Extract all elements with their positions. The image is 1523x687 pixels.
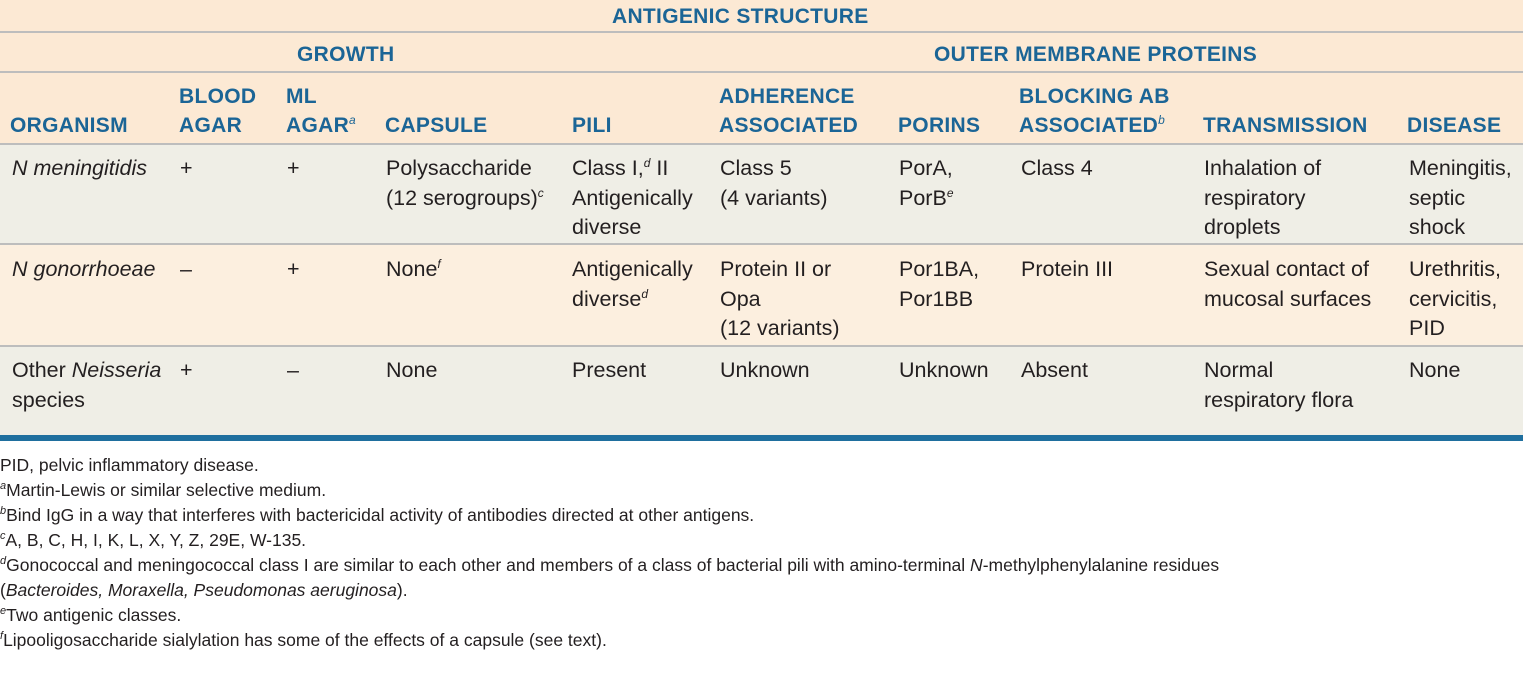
cell-adherence: Unknown xyxy=(720,358,810,382)
header-antigenic-structure: ANTIGENIC STRUCTURE xyxy=(612,5,869,28)
footnote-mark: b xyxy=(0,505,7,518)
cell-transmission xyxy=(1204,154,1321,243)
cell-organism: N meningitidis xyxy=(12,156,148,180)
footnote-ref-d: d xyxy=(643,155,651,170)
footnote-e xyxy=(0,603,1523,628)
footnote-text: A, B, C, H, I, K, L, X, Y, Z, 29E, W-135. xyxy=(5,530,307,550)
cell-adherence-line1: Class 5 xyxy=(720,156,792,180)
cell-transmission xyxy=(1204,255,1371,314)
footnote-ref-d: d xyxy=(641,286,648,301)
cell-organism xyxy=(12,356,161,415)
footnote-mark: d xyxy=(0,555,7,568)
footnote-text: Gonococcal and meningococcal class I are similar to each other and members of a class of bacterial pili with amino-terminal xyxy=(6,555,971,575)
footnote-ref-c: c xyxy=(537,185,544,200)
cell-ml-agar: + xyxy=(287,257,300,281)
cell-blocking-ab: Protein III xyxy=(1021,257,1114,281)
cell-adherence-line3: (12 variants) xyxy=(720,316,840,340)
footnote-ref-b: b xyxy=(1158,113,1166,127)
cell-adherence-line2: (4 variants) xyxy=(720,185,828,210)
col-header-blood-agar xyxy=(179,82,256,140)
cell-disease-line1: Meningitis, xyxy=(1409,156,1512,180)
cell-blocking-ab: Absent xyxy=(1021,358,1088,382)
footnote-ref-a: a xyxy=(349,113,357,127)
cell-capsule-text: None xyxy=(386,257,438,281)
cell-blood-agar: + xyxy=(180,358,193,382)
footnote-mark: f xyxy=(0,630,4,643)
cell-organism-line2: species xyxy=(12,387,85,412)
cell-adherence xyxy=(720,154,828,213)
cell-porins: Unknown xyxy=(899,358,989,382)
cell-adherence xyxy=(720,255,840,344)
cell-transmission-line1: Sexual contact of xyxy=(1204,257,1369,281)
footnote-ref-e: e xyxy=(946,185,954,200)
cell-porins xyxy=(899,255,979,314)
cell-porins-text: PorB xyxy=(899,185,947,210)
cell-pili-text-b: II xyxy=(650,156,669,180)
col-header-ml-agar-line2 xyxy=(286,111,356,140)
cell-capsule: None xyxy=(386,358,438,382)
cell-blood-agar: – xyxy=(180,257,192,281)
cell-porins-line2 xyxy=(899,184,954,214)
footnote-a xyxy=(0,478,1523,503)
cell-pili-text-a: Class I, xyxy=(572,156,644,180)
footnote-ref-f: f xyxy=(437,256,441,271)
cell-transmission xyxy=(1204,356,1353,415)
cell-capsule xyxy=(386,154,544,213)
col-header-capsule: CAPSULE xyxy=(385,114,488,137)
footnote-d xyxy=(0,553,1523,578)
cell-transmission-line2: respiratory xyxy=(1204,185,1306,210)
col-header-adherence-line2: ASSOCIATED xyxy=(719,114,859,137)
footnote-text-end: -methylphenylalanine residues xyxy=(982,555,1220,575)
cell-transmission-line1: Normal xyxy=(1204,358,1274,382)
cell-capsule-line1: Polysaccharide xyxy=(386,156,532,180)
cell-disease-line3: shock xyxy=(1409,215,1466,239)
cell-disease-line3: PID xyxy=(1409,316,1445,340)
cell-pili xyxy=(572,255,693,314)
cell-transmission-line3: droplets xyxy=(1204,215,1281,239)
col-header-blocking-text: ASSOCIATED xyxy=(1019,114,1159,137)
cell-pili-line1 xyxy=(572,154,693,184)
footnote-pid: PID, pelvic inflammatory disease. xyxy=(0,455,259,475)
cell-organism: N gonorrhoeae xyxy=(12,257,156,281)
footnote-mark: a xyxy=(0,480,7,493)
col-header-blocking-line2 xyxy=(1019,111,1170,140)
cell-capsule-text: (12 serogroups) xyxy=(386,185,538,210)
header-outer-membrane-proteins: OUTER MEMBRANE PROTEINS xyxy=(934,43,1258,66)
cell-disease: None xyxy=(1409,358,1461,382)
col-header-ml-agar-line1: ML xyxy=(286,85,317,108)
cell-capsule xyxy=(386,255,441,285)
footnote-paren-close: ). xyxy=(396,580,408,600)
col-header-ml-agar xyxy=(286,82,356,140)
col-header-blocking-ab-associated xyxy=(1019,82,1170,140)
footnote-text-italic: N xyxy=(970,555,983,575)
cell-organism-line1 xyxy=(12,356,161,386)
footnote-text: Martin-Lewis or similar selective medium. xyxy=(6,480,327,500)
cell-disease-line1: Urethritis, xyxy=(1409,257,1501,281)
footnote-text: Lipooligosaccharide sialylation has some of the effects of a capsule (see text). xyxy=(3,630,607,650)
cell-pili-line1: Antigenically xyxy=(572,257,693,281)
header-band-groups xyxy=(0,33,1523,73)
cell-transmission-line1: Inhalation of xyxy=(1204,156,1322,180)
cell-transmission-line2: respiratory flora xyxy=(1204,387,1354,412)
cell-blood-agar: + xyxy=(180,156,193,180)
cell-disease xyxy=(1409,255,1501,344)
cell-pili-line2 xyxy=(572,285,693,315)
col-header-disease: DISEASE xyxy=(1407,114,1502,137)
cell-blocking-ab: Class 4 xyxy=(1021,156,1093,180)
col-header-blood-agar-line2: AGAR xyxy=(179,114,243,137)
footnote-f xyxy=(0,628,1523,653)
cell-capsule-line2 xyxy=(386,184,544,214)
col-header-organism: ORGANISM xyxy=(10,114,128,137)
col-header-adherence-line1: ADHERENCE xyxy=(719,85,855,108)
col-header-porins: PORINS xyxy=(898,114,981,137)
cell-pili: Present xyxy=(572,358,647,382)
cell-adherence-line1: Protein II or xyxy=(720,257,832,281)
col-header-adherence-associated xyxy=(719,82,858,140)
cell-disease-line2: cervicitis, xyxy=(1409,286,1498,311)
cell-disease xyxy=(1409,154,1512,243)
cell-pili-line2: Antigenically xyxy=(572,185,693,210)
cell-pili-text: diverse xyxy=(572,286,642,311)
footnote-mark: c xyxy=(0,530,6,543)
cell-porins-line1: PorA, xyxy=(899,156,953,180)
cell-pili xyxy=(572,154,693,243)
cell-porins-line2: Por1BB xyxy=(899,286,974,311)
footnote-text: Two antigenic classes. xyxy=(6,605,182,625)
col-header-transmission: TRANSMISSION xyxy=(1203,114,1368,137)
table-bottom-rule xyxy=(0,435,1523,441)
cell-disease-line2: septic xyxy=(1409,185,1466,210)
cell-pili-line3: diverse xyxy=(572,215,642,239)
col-header-blood-agar-line1: BLOOD xyxy=(179,85,257,108)
cell-organism-genus: Neisseria xyxy=(71,358,162,382)
cell-transmission-line2: mucosal surfaces xyxy=(1204,286,1372,311)
cell-ml-agar: – xyxy=(287,358,299,382)
col-header-ml-agar-text: AGAR xyxy=(286,114,350,137)
footnote-d-continued xyxy=(0,578,1523,603)
cell-porins-line1: Por1BA, xyxy=(899,257,980,281)
cell-porins xyxy=(899,154,954,213)
footnote-genera: Bacteroides, Moraxella, Pseudomonas aeruginosa xyxy=(5,580,397,600)
cell-ml-agar: + xyxy=(287,156,300,180)
footnote-paren-open: ( xyxy=(0,580,6,600)
header-growth: GROWTH xyxy=(297,43,395,66)
footnote-text: Bind IgG in a way that interferes with bactericidal activity of antibodies directed at other antigens. xyxy=(6,505,755,525)
footnote-mark: e xyxy=(0,605,7,618)
cell-organism-text: Other xyxy=(12,358,72,382)
footnote-b xyxy=(0,503,1523,528)
cell-adherence-line2: Opa xyxy=(720,286,761,311)
footnote-c xyxy=(0,528,1523,553)
col-header-pili: PILI xyxy=(572,114,612,137)
col-header-blocking-line1: BLOCKING AB xyxy=(1019,85,1170,108)
footnotes xyxy=(0,453,1523,653)
